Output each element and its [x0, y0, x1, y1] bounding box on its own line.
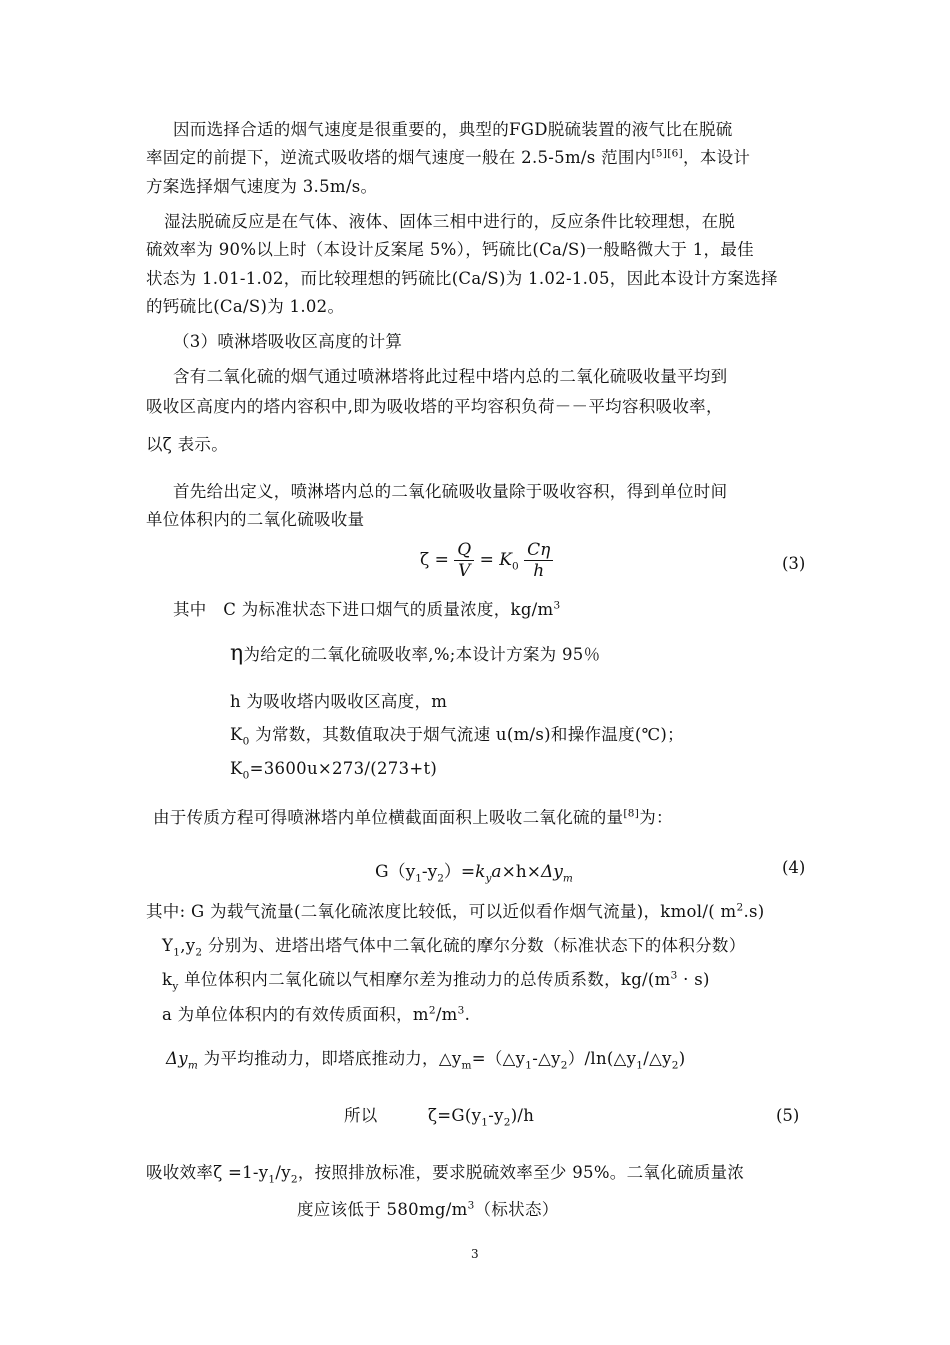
eta-symbol: η: [230, 641, 244, 666]
fraction-c-eta-over-h: $\frac{C\eta}{h}$: [524, 540, 553, 581]
k-constant: K: [499, 550, 512, 570]
equation-5-lead: 所以: [344, 1106, 378, 1125]
def-lead: 其中: [173, 600, 207, 619]
def-k0-formula: $K_0=3600u\times 273/(273+t)$: [230, 759, 438, 782]
equals-sign: =: [434, 550, 449, 570]
p1-line2-text: 率固定的前提下，逆流式吸收塔的烟气速度一般在 2.5-5m/s 范围内: [146, 148, 652, 167]
p3-line3: 以ζ 表示。: [146, 435, 228, 454]
p4-line2: 单位体积内的二氧化硫吸收量: [146, 510, 365, 529]
p3-line1: 含有二氧化硫的烟气通过喷淋塔将此过程中塔内总的二氧化硫吸收量平均到: [173, 367, 728, 386]
def-g-line: 其中: G 为载气流量(二氧化硫浓度比较低，可以近似看作烟气流量)，kmol/( $m^2.s$): [146, 901, 765, 921]
def-h-line: h 为吸收塔内吸收区高度，m: [230, 692, 448, 711]
section-heading-3: （3）喷淋塔吸收区高度的计算: [173, 332, 403, 351]
def-y-line: $Y_1,y_2$ 分别为、进塔出塔气体中二氧化硫的摩尔分数（标准状态下的体积分数）: [162, 936, 746, 959]
p2-line4: 的钙硫比(Ca/S)为 1.02。: [146, 297, 345, 316]
equation-number-4: (4): [782, 858, 806, 877]
p2-line3: 状态为 1.01-1.02，而比较理想的钙硫比(Ca/S)为 1.02-1.05，因此本设计方案选择: [146, 269, 778, 288]
p4-line1: 首先给出定义，喷淋塔内总的二氧化硫吸收量除于吸收容积，得到单位时间: [173, 482, 728, 501]
def-c-text: C 为标准状态下进口烟气的质量浓度，kg/m: [223, 600, 554, 619]
p1-line2: [146, 146, 750, 170]
def-delta-line: $\Delta y_m$ 为平均推动力，即塔底推动力，$\triangle y_m=(\triangle y_1-\triangle y_2)/\ln(\triangle y_1/\triangle y_2)$: [166, 1049, 686, 1072]
p6-line2: 度应该低于 $580mg/m^3$（标状态）: [297, 1199, 559, 1219]
equation-number-3: (3): [782, 554, 806, 573]
zeta-symbol: ζ: [420, 550, 430, 570]
p1-line3: 方案选择烟气速度为 3.5m/s。: [146, 177, 378, 196]
equation-5: $\zeta=G(y_1-y_2)/h$: [428, 1106, 535, 1129]
p6-line1: 吸收效率$\zeta =1-y_1/y_2$，按照排放标准，要求脱硫效率至少 95%。二氧化硫质量浓: [146, 1163, 745, 1186]
def-c-line: 其中 C 为标准状态下进口烟气的质量浓度，$kg/m^3$: [173, 599, 561, 619]
p1-line1: 因而选择合适的烟气速度是很重要的，典型的FGD脱硫装置的液气比在脱硫: [173, 120, 733, 139]
def-a-line: a 为单位体积内的有效传质面积，$m^2/m^3$.: [162, 1004, 471, 1024]
p5-line: 由于传质方程可得喷淋塔内单位横截面面积上吸收二氧化硫的量[8]为：: [153, 807, 673, 827]
def-eta-line: [230, 642, 600, 667]
equation-4: $G(y_1-y_2)=k_ya\times h\times\Delta y_m$: [375, 862, 573, 885]
p2-line1: 湿法脱硫反应是在气体、液体、固体三相中进行的，反应条件比较理想，在脱: [164, 212, 736, 231]
def-k0-line: $K_0$ 为常数，其数值取决于烟气流速 u(m/s)和操作温度(℃)；: [230, 725, 684, 748]
citation-8: [8]: [623, 807, 640, 820]
equation-3: ζ = $\frac{Q}{V}$ = $K_0$ $\frac{C\eta}{h}$: [420, 540, 553, 581]
equation-number-5: (5): [776, 1106, 800, 1125]
p3-line2: 吸收区高度内的塔内容积中,即为吸收塔的平均容积负荷－－平均容积吸收率，: [146, 397, 723, 416]
def-ky-line: $k_y$ 单位体积内二氧化硫以气相摩尔差为推动力的总传质系数，$kg/(m^3 \cdot s)$: [162, 969, 710, 993]
p1-line2-tail: ，本设计: [683, 148, 751, 167]
page-number: 3: [471, 1247, 479, 1261]
def-eta-text: 为给定的二氧化硫吸收率,%;本设计方案为 95％: [243, 645, 601, 664]
citation-5-6: [5][6]: [651, 147, 684, 160]
p2-line2: 硫效率为 90%以上时（本设计反案尾 5%），钙硫比(Ca/S)一般略微大于 1，最佳: [146, 240, 754, 259]
fraction-q-over-v: $\frac{Q}{V}$: [454, 540, 474, 581]
